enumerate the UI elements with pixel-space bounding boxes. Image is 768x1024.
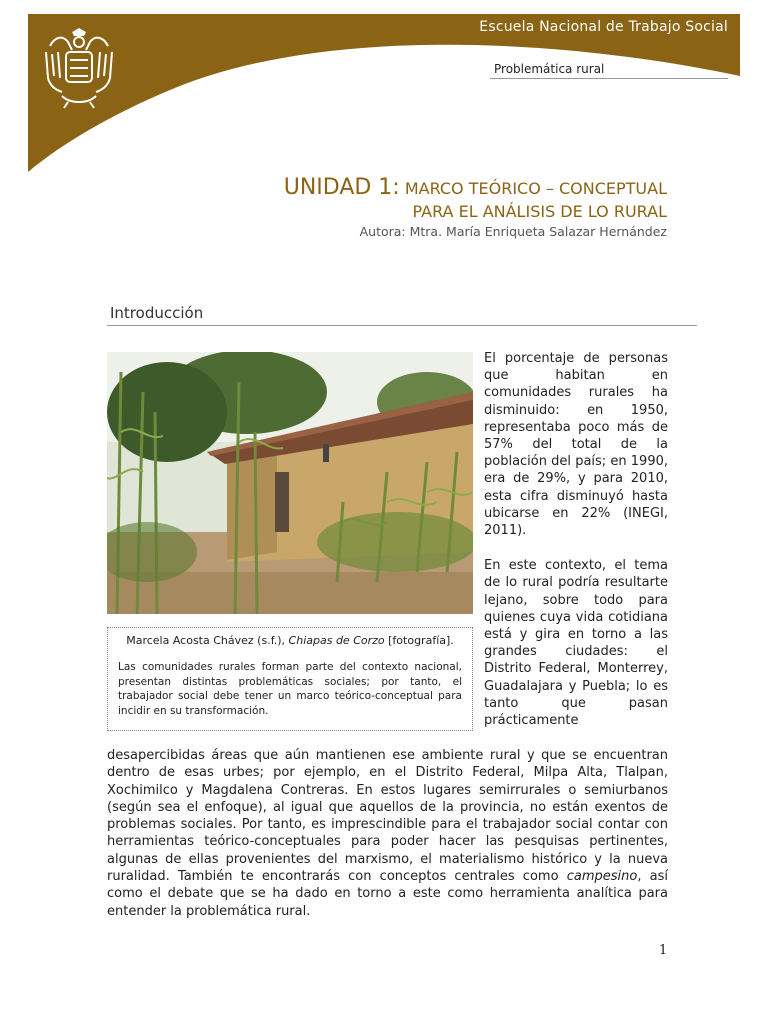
unit-title-line1: MARCO TEÓRICO – CONCEPTUAL (404, 179, 667, 198)
rural-house-photo (107, 352, 473, 614)
photo-credit (118, 634, 462, 648)
author-line: Autora: Mtra. María Enriqueta Salazar Hernández (359, 224, 667, 239)
credit-type: [fotografía]. (384, 634, 454, 647)
university-eagle-crest-icon (42, 28, 116, 112)
caption-description: Las comunidades rurales forman parte del contexto nacional, presentan distintas problemáticas sociales; por tanto, el trabajador social debe tener un marco teórico-conceptual para incidir en su transformación. (118, 661, 462, 717)
paragraph-2-part-b: , así como el debate que se ha dado en torno a este como herramienta analítica para entender la problemática rural. (107, 869, 668, 919)
body-column (484, 350, 668, 747)
page-number: 1 (659, 943, 668, 958)
paragraph-2-part-a: desapercibidas áreas que aún mantienen ese ambiente rural y que se encuentran dentro de esas urbes; por ejemplo, en el Distrito Federal, Milpa Alta, Tlalpan, Xochimilco y Magdalena Contreras. En estos lugares semirrurales o semiurbanos (según sea el enfoque), al igual que aquellos de la provincia, no están exentos de problemas sociales. Por tanto, es imprescindible para el trabajador social contar con herramientas teórico-conceptuales para poder hacer las pesquisas pertinentes, algunas de ellas provenientes del marxismo, el materialismo histórico y la nueva ruralidad. También te encontrarás con conceptos centrales como (107, 748, 668, 885)
figure-caption (107, 627, 473, 731)
subject-name: Problemática rural (494, 62, 605, 76)
paragraph-1: El porcentaje de personas que habitan en comunidades rurales ha disminuido: en 1950, representaba poco más de 57% del total de la población del país; en 1990, era de 29%, y para 2010, esta cifra disminuyó hasta ubicarse en 22% (INEGI, 2011). (484, 351, 668, 539)
paragraph-2-continuation (107, 747, 668, 920)
section-heading: Introducción (110, 304, 204, 322)
credit-title: Chiapas de Corzo (288, 634, 385, 647)
campesino-term: campesino (566, 869, 638, 885)
school-name: Escuela Nacional de Trabajo Social (479, 19, 728, 35)
unit-title-line2: PARA EL ANÁLISIS DE LO RURAL (412, 202, 667, 221)
unit-title (284, 176, 667, 223)
paragraph-2-column: En este contexto, el tema de lo rural podría resultarte lejano, sobre todo para quienes cuya vida cotidiana está y gira en torno a las grandes ciudades: el Distrito Federal, Monterrey, Guadalajara y Puebla; lo es tanto que pasan prácticamente (484, 558, 668, 729)
subject-divider (490, 78, 728, 79)
section-divider (107, 325, 697, 326)
unit-number: UNIDAD 1: (283, 175, 400, 200)
credit-author: Marcela Acosta Chávez (s.f.), (126, 634, 289, 647)
